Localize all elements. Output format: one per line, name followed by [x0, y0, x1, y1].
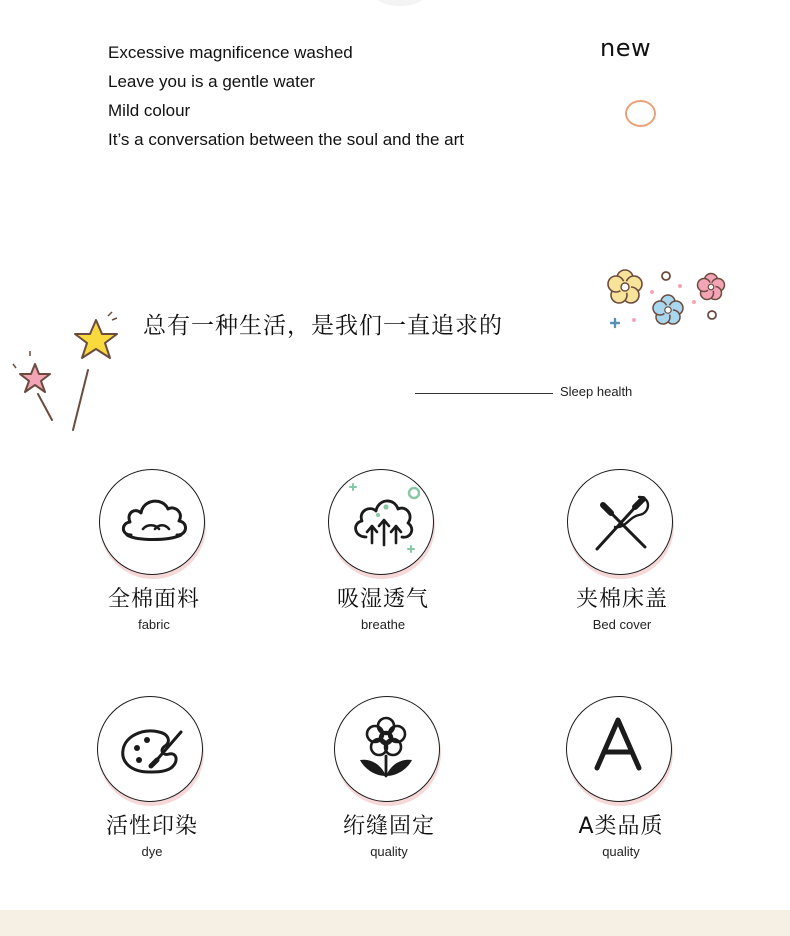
feature-fabric — [44, 469, 264, 632]
feature-subtitle: Bed cover — [592, 617, 652, 632]
feature-badge — [567, 469, 677, 579]
palette-icon — [97, 696, 207, 806]
feature-subtitle: dye — [141, 844, 163, 859]
orange-ring-decoration — [625, 100, 656, 127]
feature-title: A类品质 — [578, 814, 664, 839]
flower-icon — [334, 696, 444, 806]
poem-line: Leave you is a gentle water — [108, 72, 315, 91]
cotton-icon — [99, 469, 209, 579]
needle-thread-icon — [567, 469, 677, 579]
poem-line: Mild colour — [108, 101, 191, 120]
tagline-text: Sleep health — [560, 384, 633, 399]
feature-badge — [328, 469, 438, 579]
feature-title: 绗缝固定 — [342, 814, 435, 839]
feature-badge — [334, 696, 444, 806]
slogan-text: 总有一种生活，是我们一直追求的 — [143, 313, 503, 339]
stars-decoration — [8, 308, 128, 438]
feature-badge — [99, 469, 209, 579]
poem-block — [108, 38, 464, 154]
feature-title: 吸湿透气 — [336, 587, 429, 612]
flowers-decoration — [600, 262, 732, 336]
poem-line: It’s a conversation between the soul and the art — [108, 130, 464, 149]
feature-badge — [97, 696, 207, 806]
letter-a-icon — [566, 696, 676, 806]
bottom-band — [0, 910, 790, 936]
feature-title: 夹棉床盖 — [575, 587, 668, 612]
feature-bed-cover — [512, 469, 732, 632]
tagline-rule — [415, 393, 553, 394]
feature-title: 全棉面料 — [107, 587, 200, 612]
top-decoration — [376, 0, 424, 6]
feature-badge — [566, 696, 676, 806]
tree-breathe-icon — [328, 469, 438, 579]
feature-subtitle: breathe — [360, 617, 406, 632]
feature-subtitle: quality — [370, 844, 408, 859]
feature-subtitle: quality — [602, 844, 640, 859]
poem-line: Excessive magnificence washed — [108, 43, 353, 62]
feature-grade-a — [511, 696, 731, 859]
feature-quilting — [279, 696, 499, 859]
feature-subtitle: fabric — [138, 617, 170, 632]
new-label: new — [600, 34, 652, 62]
feature-breathe — [273, 469, 493, 632]
feature-dye — [42, 696, 262, 859]
feature-title: 活性印染 — [105, 814, 198, 839]
